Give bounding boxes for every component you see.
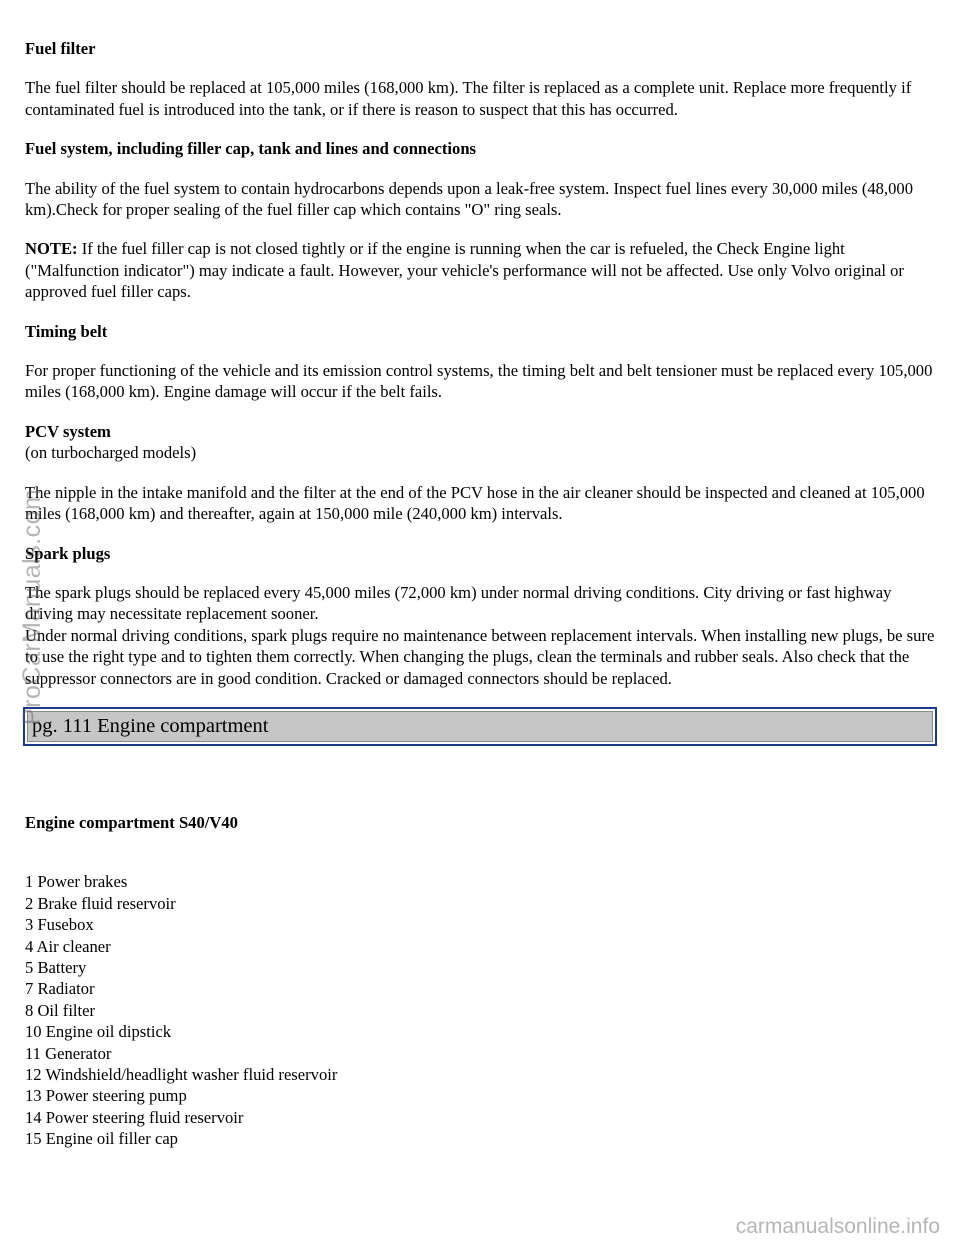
pcv-text: The nipple in the intake manifold and the filter at the end of the PCV hose in the air cleaner should be inspected and cleaned at 105,000 miles (168,000 km) and thereafter, again at 150,000 mile (240,000 km) intervals. — [25, 482, 925, 524]
note-text: If the fuel filler cap is not closed tightly or if the engine is running when the car is refueled, the Check Engine light ("Malfunction indicator") may indicate a fault. However, your vehicle's performance will not be affected. Use only Volvo original or approved fuel filler caps. — [25, 239, 904, 302]
legend-item: 5 Battery — [25, 957, 87, 977]
pcv-subtitle: (on turbocharged models) — [25, 443, 197, 463]
legend-item: 14 Power steering fluid reservoir — [25, 1107, 244, 1127]
legend-item: 13 Power steering pump — [25, 1086, 187, 1106]
pcv-heading-block — [25, 421, 935, 464]
legend-item: 1 Power brakes — [25, 872, 128, 892]
legend-item: 10 Engine oil dipstick — [25, 1022, 172, 1042]
manual-page — [25, 38, 935, 1150]
legend-item: 7 Radiator — [25, 979, 95, 999]
bottom-watermark: carmanualsonline.info — [735, 1214, 940, 1238]
legend-item: 11 Generator — [25, 1043, 112, 1063]
spark-plugs-text-2: Under normal driving conditions, spark plugs require no maintenance between replacement intervals. When installing new plugs, be sure to use the right type and to tighten them correctly. When changing the plugs, clean the terminals and rubber seals. Also check that the suppressor connectors are in good condition. Cracked or damaged connectors should be replaced. — [25, 625, 935, 688]
legend-item: 15 Engine oil filler cap — [25, 1129, 178, 1149]
section-bar-label: pg. 111 Engine compartment — [27, 711, 933, 742]
note-paragraph — [25, 238, 935, 302]
legend-item: 4 Air cleaner — [25, 936, 111, 956]
note-label: NOTE: — [25, 239, 78, 259]
fuel-filter-heading: Fuel filter — [25, 39, 96, 58]
spark-plugs-heading: Spark plugs — [25, 543, 111, 563]
side-watermark: ProCarManuals.com — [18, 488, 46, 725]
section-bar — [23, 707, 937, 746]
spark-plugs-text-1: The spark plugs should be replaced every 45,000 miles (72,000 km) under normal driving conditions. City driving or fast highway driving may necessitate replacement sooner. — [25, 582, 892, 624]
fuel-filter-text: The fuel filter should be replaced at 105,000 miles (168,000 km). The filter is replaced as a complete unit. Replace more frequently if contaminated fuel is introduced into the tank, or if there is reason to suspect that this has occurred. — [25, 78, 912, 119]
fuel-system-text: The ability of the fuel system to contain hydrocarbons depends upon a leak-free system. Inspect fuel lines every 30,000 miles (48,000 km).Check for proper sealing of the fuel filler cap which contains "O" ring seals. — [25, 178, 913, 220]
fuel-system-heading: Fuel system, including filler cap, tank and lines and connections — [25, 139, 477, 159]
engine-compartment-heading: Engine compartment S40/V40 — [25, 812, 238, 832]
timing-belt-text: For proper functioning of the vehicle and its emission control systems, the timing belt and belt tensioner must be replaced every 105,000 miles (168,000 km). Engine damage will occur if the belt fails. — [25, 361, 933, 402]
legend-item: 2 Brake fluid reservoir — [25, 893, 176, 913]
engine-compartment-legend — [25, 871, 935, 1149]
legend-item: 3 Fusebox — [25, 915, 94, 935]
timing-belt-heading: Timing belt — [25, 321, 108, 341]
pcv-heading: PCV system — [25, 421, 111, 441]
legend-item: 8 Oil filter — [25, 1000, 96, 1020]
legend-item: 12 Windshield/headlight washer fluid reservoir — [25, 1065, 338, 1084]
